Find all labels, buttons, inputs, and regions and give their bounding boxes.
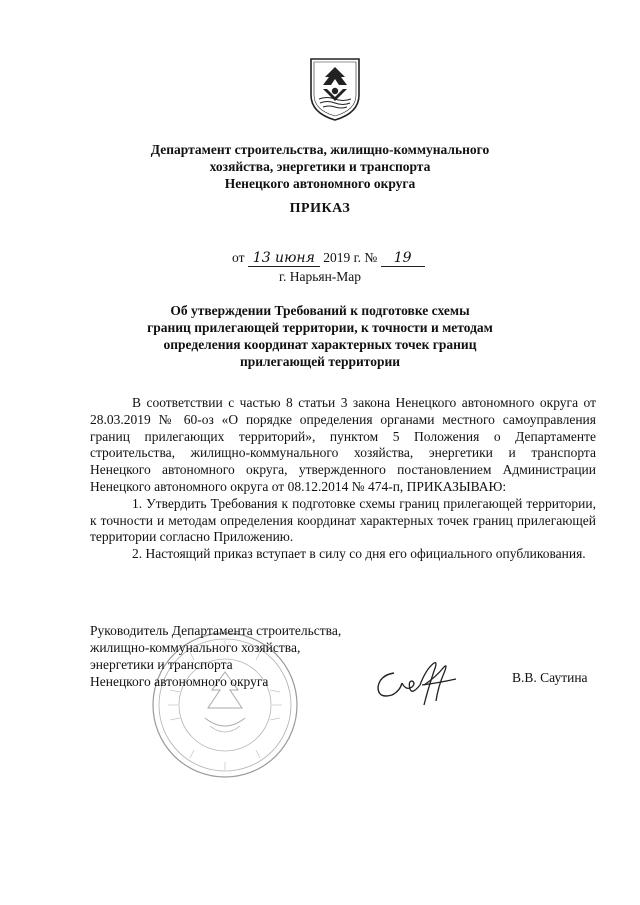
order-item-2: 2. Настоящий приказ вступает в силу со дня его официального опубликования.	[132, 546, 586, 562]
handwritten-date: 13 июня	[248, 250, 320, 267]
subject-line-2: границ прилегающей территории, к точности и методам	[147, 320, 493, 335]
order-item-1: 1. Утвердить Требования к подготовке схемы границ прилегающей территории, к точности и методам определения координат характерных точек границ прилегающей территории согласно Приложению.	[90, 495, 596, 545]
signer-position-line-4: Ненецкого автономного округа	[90, 674, 269, 689]
order-title: ПРИКАЗ	[289, 201, 351, 216]
date-prefix: от	[232, 250, 245, 265]
signer-position-line-3: энергетики и транспорта	[90, 657, 233, 672]
order-subject	[0, 302, 640, 370]
subject-line-1: Об утверждении Требований к подготовке схемы	[170, 303, 470, 318]
signer-position-line-1: Руководитель Департамента строительства,	[90, 623, 342, 638]
department-line-2: хозяйства, энергетики и транспорта	[209, 159, 431, 174]
department-line-3: Ненецкого автономного округа	[224, 176, 416, 191]
order-date-line	[232, 250, 425, 267]
preamble-paragraph: В соответствии с частью 8 статьи 3 закона Ненецкого автономного округа от 28.03.2019 № 60-оз «О порядке определения органами местного самоуправления границ прилегающих территорий», пунктом 5 Положения о Департаменте строительства, жилищно-коммунального хозяйства, энергетики и транспорта Ненецкого автономного округа, утвержденного постановлением Администрации Ненецкого автономного округа от 08.12.2014 № 474-п, ПРИКАЗЫВАЮ:	[90, 395, 596, 494]
signer-name: В.В. Саутина	[512, 670, 588, 685]
signer-position-line-2: жилищно-коммунального хозяйства,	[90, 640, 301, 655]
handwritten-order-number: 19	[381, 250, 425, 267]
date-year: 2019 г. №	[323, 250, 378, 265]
order-body	[90, 395, 596, 563]
handwritten-signature-icon	[372, 655, 462, 710]
subject-line-3: определения координат характерных точек границ	[163, 337, 477, 352]
coat-of-arms-icon	[307, 55, 363, 123]
department-header	[0, 141, 640, 192]
signature-block	[90, 622, 341, 690]
subject-line-4: прилегающей территории	[239, 354, 401, 369]
department-line-1: Департамент строительства, жилищно-коммунального	[150, 142, 490, 157]
city: г. Нарьян-Мар	[278, 269, 362, 284]
